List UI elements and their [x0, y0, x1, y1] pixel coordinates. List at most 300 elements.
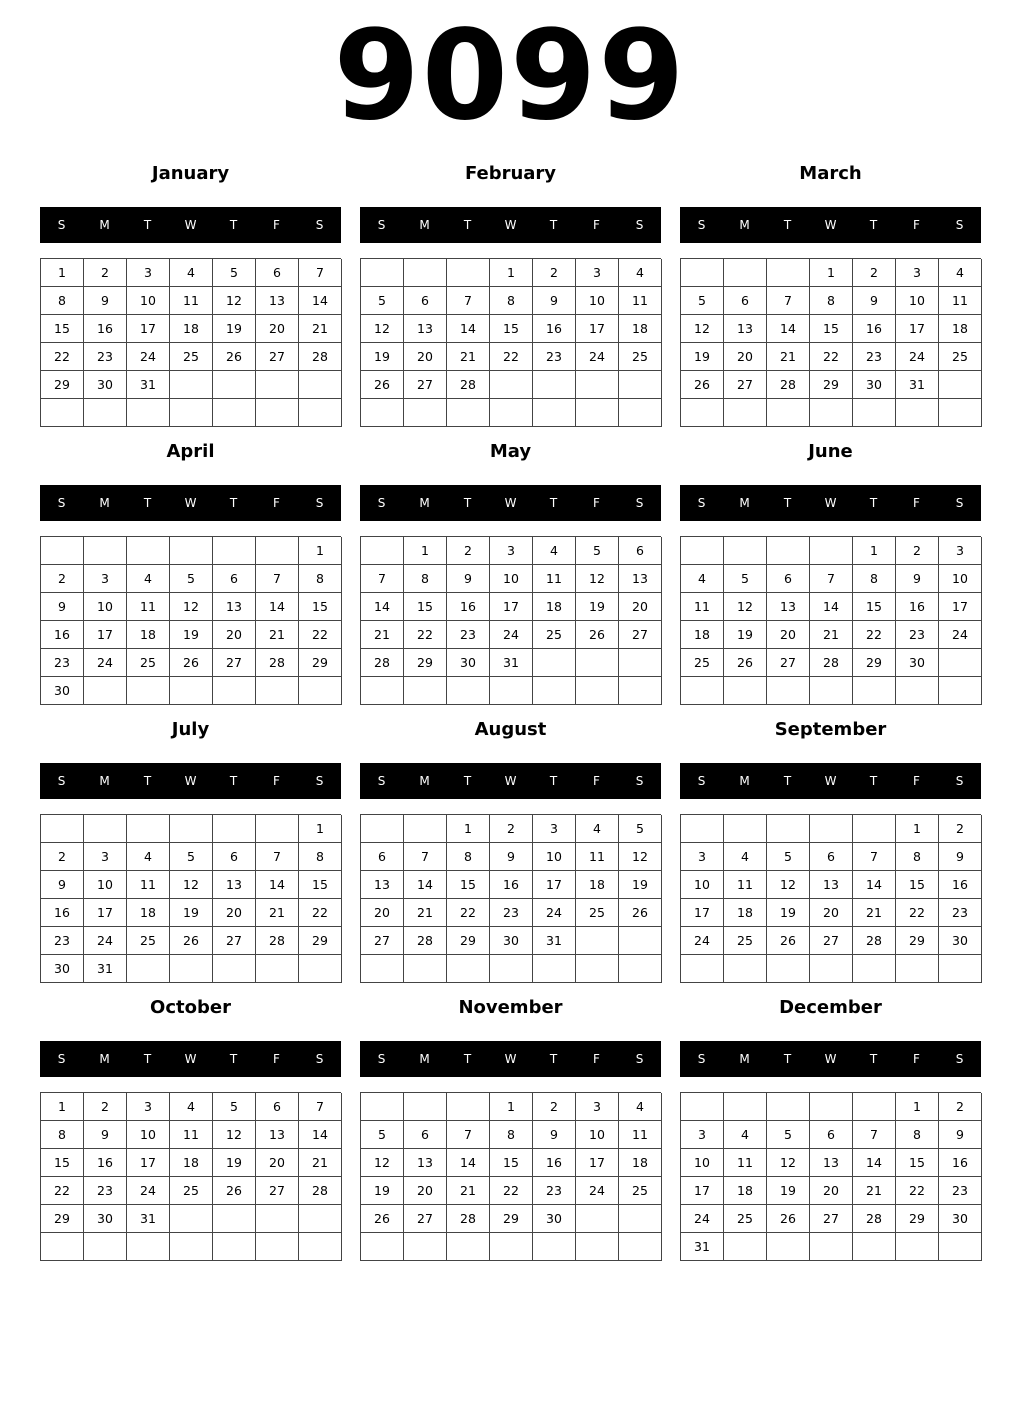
day-cell: 9: [84, 1121, 127, 1149]
day-cell: 7: [361, 565, 404, 593]
empty-day-cell: [619, 399, 662, 427]
day-cell: 25: [170, 343, 213, 371]
day-cell: 27: [213, 649, 256, 677]
day-cell: 15: [490, 1149, 533, 1177]
day-cell: 23: [853, 343, 896, 371]
day-cell: 9: [533, 287, 576, 315]
empty-day-cell: [810, 1093, 853, 1121]
day-grid: [40, 258, 341, 427]
empty-day-cell: [447, 1093, 490, 1121]
day-cell: 24: [896, 343, 939, 371]
day-cell: 11: [724, 1149, 767, 1177]
weekday-label: T: [869, 774, 878, 788]
day-cell: 13: [404, 1149, 447, 1177]
weekday-header: [680, 207, 981, 243]
day-cell: 21: [810, 621, 853, 649]
day-cell: 23: [490, 899, 533, 927]
day-cell: 10: [681, 1149, 724, 1177]
day-cell: 11: [939, 287, 982, 315]
day-cell: 5: [576, 537, 619, 565]
day-cell: 24: [127, 1177, 170, 1205]
day-cell: 18: [619, 315, 662, 343]
day-cell: 4: [939, 259, 982, 287]
empty-day-cell: [361, 955, 404, 983]
month-july: [40, 715, 341, 985]
day-cell: 1: [299, 537, 342, 565]
empty-day-cell: [256, 371, 299, 399]
empty-day-cell: [127, 955, 170, 983]
day-cell: 9: [41, 871, 84, 899]
empty-day-cell: [41, 815, 84, 843]
empty-day-cell: [84, 815, 127, 843]
day-cell: 13: [619, 565, 662, 593]
day-cell: 15: [299, 871, 342, 899]
day-cell: 8: [490, 287, 533, 315]
weekday-label: F: [913, 774, 920, 788]
empty-day-cell: [256, 537, 299, 565]
empty-day-cell: [361, 1093, 404, 1121]
weekday-label: S: [697, 1052, 706, 1066]
day-cell: 4: [724, 843, 767, 871]
weekday-label: S: [955, 1052, 964, 1066]
day-cell: 12: [213, 1121, 256, 1149]
day-cell: 14: [256, 593, 299, 621]
day-cell: 8: [41, 287, 84, 315]
weekday-label: F: [273, 496, 280, 510]
empty-day-cell: [213, 537, 256, 565]
day-cell: 7: [256, 843, 299, 871]
weekday-label: S: [377, 218, 386, 232]
day-grid: [680, 258, 981, 427]
weekday-label: S: [635, 774, 644, 788]
empty-day-cell: [724, 1093, 767, 1121]
empty-day-cell: [490, 955, 533, 983]
day-cell: 1: [41, 1093, 84, 1121]
day-cell: 29: [299, 927, 342, 955]
empty-day-cell: [299, 399, 342, 427]
empty-day-cell: [767, 1093, 810, 1121]
day-cell: 27: [619, 621, 662, 649]
weekday-label: T: [549, 1052, 558, 1066]
empty-day-cell: [41, 399, 84, 427]
empty-day-cell: [533, 371, 576, 399]
month-name: July: [171, 719, 210, 740]
weekday-label: S: [635, 496, 644, 510]
day-cell: 3: [681, 1121, 724, 1149]
empty-day-cell: [361, 259, 404, 287]
empty-day-cell: [170, 677, 213, 705]
day-cell: 7: [767, 287, 810, 315]
day-cell: 3: [84, 565, 127, 593]
day-cell: 16: [84, 315, 127, 343]
day-cell: 21: [767, 343, 810, 371]
weekday-label: S: [697, 218, 706, 232]
month-name: January: [151, 163, 230, 184]
day-cell: 12: [681, 315, 724, 343]
empty-day-cell: [490, 371, 533, 399]
day-cell: 20: [724, 343, 767, 371]
day-cell: 19: [170, 621, 213, 649]
day-cell: 12: [170, 593, 213, 621]
day-cell: 18: [170, 315, 213, 343]
day-cell: 6: [619, 537, 662, 565]
day-cell: 21: [447, 1177, 490, 1205]
day-cell: 13: [256, 1121, 299, 1149]
day-cell: 27: [256, 1177, 299, 1205]
day-cell: 27: [724, 371, 767, 399]
weekday-label: S: [57, 496, 66, 510]
day-cell: 10: [533, 843, 576, 871]
day-cell: 10: [84, 871, 127, 899]
day-cell: 22: [404, 621, 447, 649]
day-cell: 15: [41, 315, 84, 343]
day-cell: 22: [299, 621, 342, 649]
weekday-header: [680, 485, 981, 521]
weekday-header: [680, 1041, 981, 1077]
day-cell: 24: [681, 1205, 724, 1233]
day-cell: 28: [853, 927, 896, 955]
day-cell: 26: [619, 899, 662, 927]
day-cell: 24: [84, 927, 127, 955]
day-cell: 15: [810, 315, 853, 343]
weekday-label: M: [99, 1052, 110, 1066]
weekday-label: T: [463, 218, 472, 232]
day-cell: 5: [767, 843, 810, 871]
day-cell: 15: [853, 593, 896, 621]
weekday-label: T: [143, 496, 152, 510]
empty-day-cell: [724, 537, 767, 565]
month-name: August: [474, 719, 547, 740]
day-cell: 8: [810, 287, 853, 315]
day-cell: 19: [724, 621, 767, 649]
day-cell: 17: [127, 315, 170, 343]
day-cell: 28: [767, 371, 810, 399]
day-cell: 21: [447, 343, 490, 371]
day-cell: 7: [853, 1121, 896, 1149]
weekday-label: T: [463, 774, 472, 788]
weekday-header: [360, 485, 661, 521]
day-cell: 23: [447, 621, 490, 649]
day-cell: 3: [533, 815, 576, 843]
month-september: [680, 715, 981, 985]
day-cell: 20: [256, 1149, 299, 1177]
empty-day-cell: [810, 537, 853, 565]
day-cell: 1: [490, 1093, 533, 1121]
weekday-label: W: [504, 1052, 517, 1066]
empty-day-cell: [361, 815, 404, 843]
day-cell: 9: [490, 843, 533, 871]
empty-day-cell: [170, 1233, 213, 1261]
weekday-label: T: [549, 774, 558, 788]
empty-day-cell: [404, 955, 447, 983]
empty-day-cell: [84, 1233, 127, 1261]
empty-day-cell: [299, 677, 342, 705]
day-cell: 26: [681, 371, 724, 399]
day-cell: 13: [213, 871, 256, 899]
empty-day-cell: [213, 955, 256, 983]
day-cell: 21: [256, 899, 299, 927]
day-cell: 5: [681, 287, 724, 315]
empty-day-cell: [853, 399, 896, 427]
day-cell: 7: [447, 1121, 490, 1149]
day-cell: 16: [41, 899, 84, 927]
day-grid: [360, 814, 661, 983]
day-cell: 19: [681, 343, 724, 371]
weekday-label: S: [315, 218, 324, 232]
day-cell: 21: [299, 315, 342, 343]
day-cell: 25: [724, 927, 767, 955]
day-cell: 28: [810, 649, 853, 677]
empty-day-cell: [404, 677, 447, 705]
day-cell: 5: [170, 565, 213, 593]
empty-day-cell: [853, 1093, 896, 1121]
day-cell: 21: [853, 1177, 896, 1205]
empty-day-cell: [896, 955, 939, 983]
empty-day-cell: [361, 1233, 404, 1261]
day-cell: 2: [84, 1093, 127, 1121]
empty-day-cell: [447, 399, 490, 427]
month-name: December: [779, 997, 882, 1018]
day-cell: 26: [724, 649, 767, 677]
empty-day-cell: [84, 537, 127, 565]
weekday-label: S: [57, 1052, 66, 1066]
day-cell: 28: [256, 649, 299, 677]
weekday-label: S: [315, 496, 324, 510]
day-cell: 8: [299, 565, 342, 593]
day-cell: 11: [127, 871, 170, 899]
day-cell: 5: [170, 843, 213, 871]
empty-day-cell: [213, 677, 256, 705]
day-cell: 20: [256, 315, 299, 343]
empty-day-cell: [447, 677, 490, 705]
day-cell: 10: [127, 1121, 170, 1149]
day-cell: 14: [853, 1149, 896, 1177]
weekday-label: M: [739, 774, 750, 788]
empty-day-cell: [256, 1233, 299, 1261]
empty-day-cell: [256, 815, 299, 843]
weekday-label: W: [184, 496, 197, 510]
weekday-label: T: [229, 496, 238, 510]
day-cell: 19: [619, 871, 662, 899]
day-cell: 25: [533, 621, 576, 649]
empty-day-cell: [681, 1093, 724, 1121]
day-cell: 16: [939, 1149, 982, 1177]
day-cell: 23: [41, 927, 84, 955]
day-cell: 22: [41, 343, 84, 371]
weekday-header: [40, 485, 341, 521]
day-cell: 5: [213, 1093, 256, 1121]
day-cell: 6: [810, 1121, 853, 1149]
weekday-label: T: [549, 218, 558, 232]
day-cell: 1: [490, 259, 533, 287]
day-cell: 6: [810, 843, 853, 871]
day-cell: 15: [896, 871, 939, 899]
empty-day-cell: [619, 677, 662, 705]
day-cell: 12: [213, 287, 256, 315]
empty-day-cell: [767, 677, 810, 705]
empty-day-cell: [299, 1233, 342, 1261]
weekday-header: [360, 207, 661, 243]
empty-day-cell: [939, 371, 982, 399]
day-cell: 20: [810, 899, 853, 927]
weekday-label: T: [869, 496, 878, 510]
day-cell: 16: [84, 1149, 127, 1177]
weekday-label: F: [913, 496, 920, 510]
day-cell: 12: [767, 1149, 810, 1177]
empty-day-cell: [299, 1205, 342, 1233]
day-cell: 28: [404, 927, 447, 955]
day-cell: 2: [939, 815, 982, 843]
weekday-label: S: [377, 1052, 386, 1066]
day-cell: 12: [361, 315, 404, 343]
day-cell: 9: [896, 565, 939, 593]
empty-day-cell: [681, 259, 724, 287]
day-cell: 9: [939, 843, 982, 871]
day-cell: 9: [853, 287, 896, 315]
day-cell: 20: [404, 343, 447, 371]
weekday-header: [680, 763, 981, 799]
month-name: June: [808, 441, 853, 462]
weekday-header: [360, 763, 661, 799]
day-cell: 27: [767, 649, 810, 677]
day-cell: 14: [361, 593, 404, 621]
weekday-label: M: [739, 1052, 750, 1066]
weekday-label: T: [229, 1052, 238, 1066]
weekday-label: T: [229, 774, 238, 788]
day-cell: 7: [299, 1093, 342, 1121]
weekday-label: F: [593, 774, 600, 788]
day-cell: 16: [533, 1149, 576, 1177]
day-cell: 20: [213, 621, 256, 649]
empty-day-cell: [681, 399, 724, 427]
empty-day-cell: [533, 399, 576, 427]
empty-day-cell: [767, 259, 810, 287]
empty-day-cell: [681, 537, 724, 565]
empty-day-cell: [256, 399, 299, 427]
day-cell: 7: [810, 565, 853, 593]
month-march: [680, 159, 981, 429]
day-cell: 22: [41, 1177, 84, 1205]
empty-day-cell: [810, 1233, 853, 1261]
empty-day-cell: [853, 955, 896, 983]
day-cell: 23: [939, 899, 982, 927]
day-cell: 1: [299, 815, 342, 843]
empty-day-cell: [84, 677, 127, 705]
day-cell: 15: [41, 1149, 84, 1177]
weekday-label: T: [143, 774, 152, 788]
empty-day-cell: [896, 677, 939, 705]
day-cell: 2: [533, 259, 576, 287]
day-cell: 24: [84, 649, 127, 677]
weekday-label: M: [739, 218, 750, 232]
day-cell: 7: [256, 565, 299, 593]
day-cell: 10: [576, 287, 619, 315]
day-cell: 30: [896, 649, 939, 677]
day-cell: 1: [896, 815, 939, 843]
weekday-label: M: [739, 496, 750, 510]
day-cell: 29: [447, 927, 490, 955]
day-cell: 10: [84, 593, 127, 621]
day-cell: 10: [127, 287, 170, 315]
month-october: [40, 993, 341, 1263]
day-cell: 3: [896, 259, 939, 287]
day-cell: 31: [681, 1233, 724, 1261]
empty-day-cell: [447, 1233, 490, 1261]
day-cell: 13: [810, 1149, 853, 1177]
day-cell: 31: [127, 1205, 170, 1233]
day-cell: 7: [404, 843, 447, 871]
day-cell: 4: [724, 1121, 767, 1149]
day-cell: 4: [681, 565, 724, 593]
weekday-label: W: [824, 774, 837, 788]
day-cell: 13: [404, 315, 447, 343]
day-cell: 28: [299, 343, 342, 371]
day-cell: 28: [447, 1205, 490, 1233]
weekday-label: W: [504, 218, 517, 232]
month-name: May: [489, 441, 532, 462]
day-cell: 8: [853, 565, 896, 593]
day-cell: 5: [619, 815, 662, 843]
day-cell: 9: [41, 593, 84, 621]
empty-day-cell: [41, 1233, 84, 1261]
day-cell: 14: [853, 871, 896, 899]
day-cell: 11: [681, 593, 724, 621]
day-cell: 25: [619, 1177, 662, 1205]
day-cell: 30: [939, 1205, 982, 1233]
month-name: September: [774, 719, 887, 740]
empty-day-cell: [724, 399, 767, 427]
empty-day-cell: [576, 1205, 619, 1233]
day-cell: 31: [896, 371, 939, 399]
weekday-label: S: [697, 496, 706, 510]
day-cell: 2: [533, 1093, 576, 1121]
day-cell: 20: [404, 1177, 447, 1205]
day-cell: 6: [213, 565, 256, 593]
day-cell: 17: [939, 593, 982, 621]
day-cell: 5: [361, 1121, 404, 1149]
empty-day-cell: [127, 537, 170, 565]
weekday-label: T: [463, 1052, 472, 1066]
month-august: [360, 715, 661, 985]
empty-day-cell: [810, 815, 853, 843]
empty-day-cell: [939, 399, 982, 427]
day-cell: 17: [576, 1149, 619, 1177]
day-cell: 29: [490, 1205, 533, 1233]
day-cell: 19: [576, 593, 619, 621]
empty-day-cell: [404, 399, 447, 427]
day-cell: 29: [896, 927, 939, 955]
day-cell: 18: [724, 899, 767, 927]
day-cell: 5: [724, 565, 767, 593]
day-cell: 4: [170, 259, 213, 287]
day-cell: 20: [213, 899, 256, 927]
day-cell: 15: [299, 593, 342, 621]
day-cell: 18: [127, 621, 170, 649]
empty-day-cell: [681, 677, 724, 705]
day-cell: 29: [404, 649, 447, 677]
weekday-label: M: [99, 218, 110, 232]
day-cell: 9: [84, 287, 127, 315]
day-cell: 19: [213, 1149, 256, 1177]
day-cell: 2: [490, 815, 533, 843]
empty-day-cell: [810, 399, 853, 427]
empty-day-cell: [939, 1233, 982, 1261]
day-cell: 9: [533, 1121, 576, 1149]
day-cell: 15: [404, 593, 447, 621]
day-cell: 3: [490, 537, 533, 565]
empty-day-cell: [361, 399, 404, 427]
day-cell: 17: [896, 315, 939, 343]
